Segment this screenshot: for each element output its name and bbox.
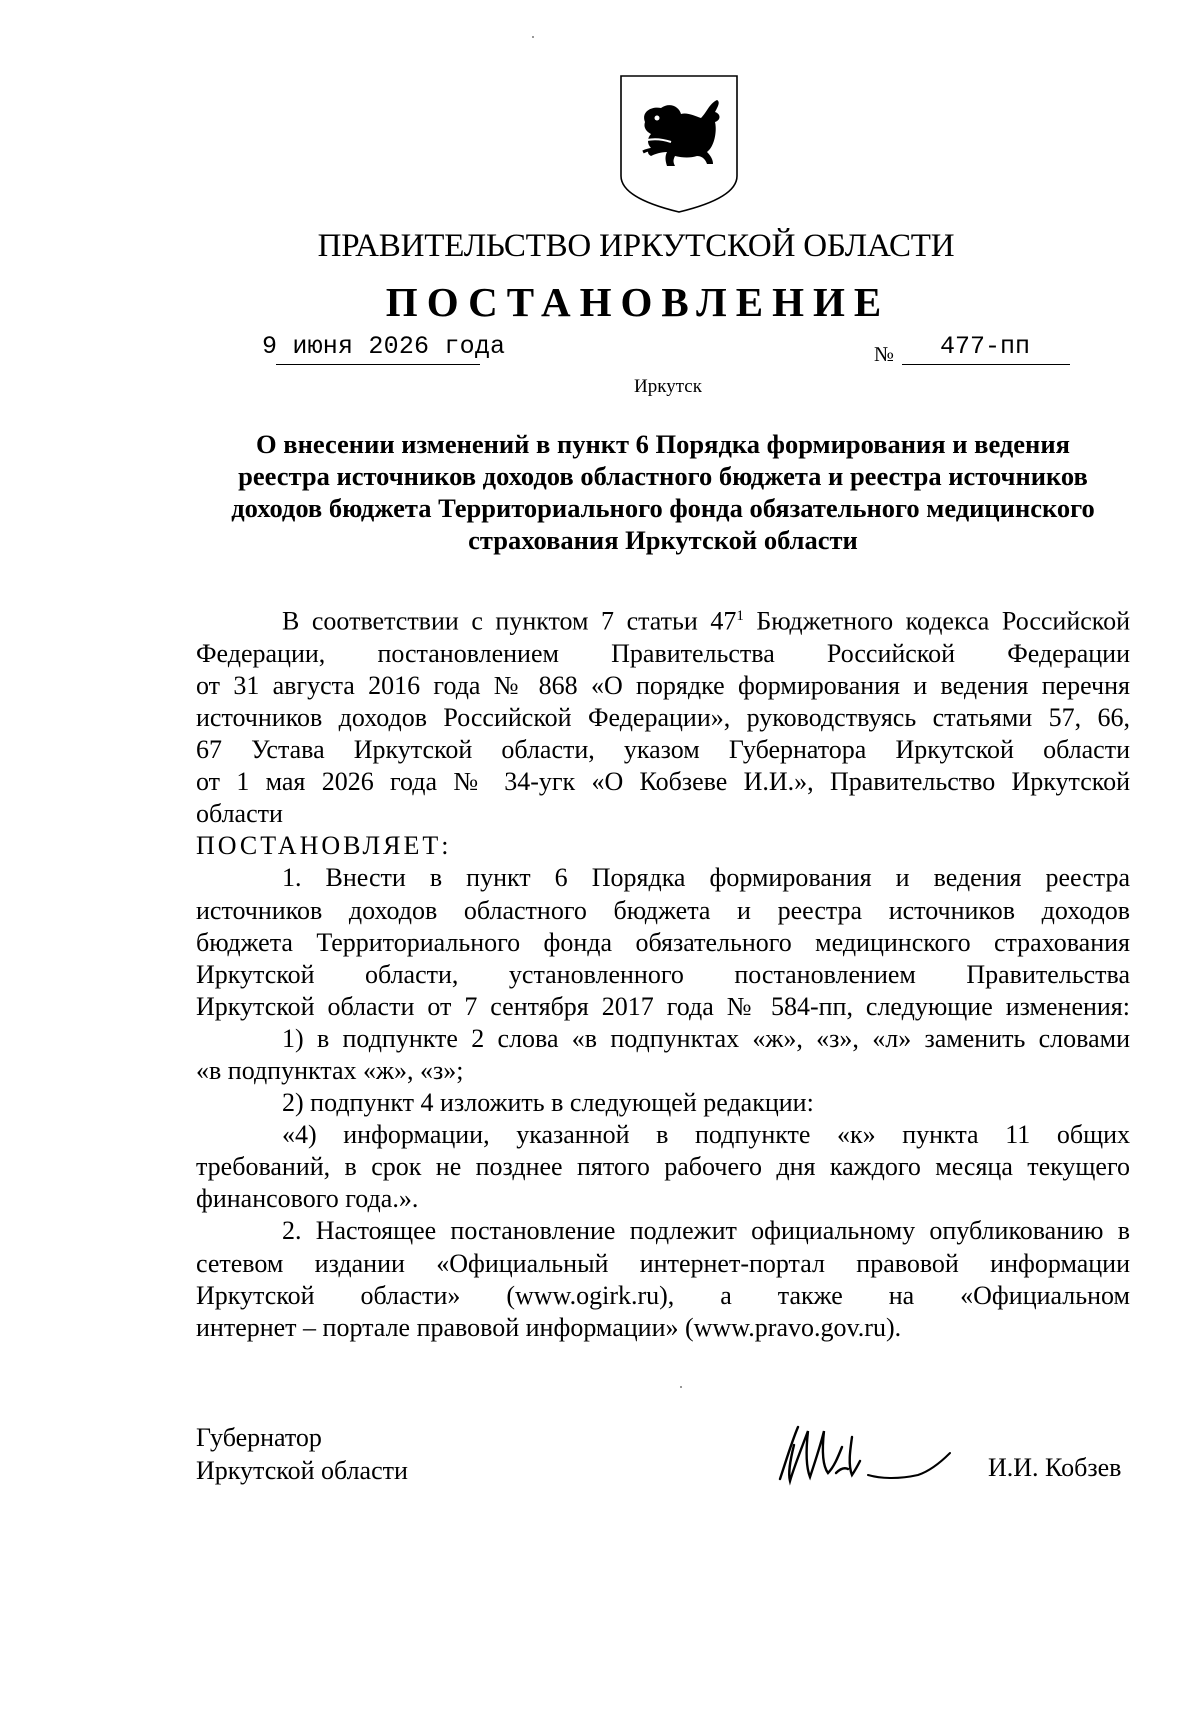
item2-line: Иркутской области» (www.ogirk.ru), а также на «Официальном	[196, 1280, 1130, 1310]
item1-line: Иркутской области, установленного постановлением Правительства	[196, 959, 1130, 989]
document-date: 9 июня 2026 года	[262, 332, 506, 361]
document-number: 477-пп	[940, 332, 1031, 361]
sub2-line: 2) подпункт 4 изложить в следующей редакции:	[282, 1088, 814, 1118]
preamble-line: Федерации, постановлением Правительства Российской Федерации	[196, 638, 1130, 668]
number-underline	[902, 364, 1070, 365]
preamble-text: В соответствии с пунктом 7 статьи 47	[282, 606, 737, 636]
item2-line: 2. Настоящее постановление подлежит официальному опубликованию в	[282, 1216, 1130, 1246]
role-line: Губернатор	[196, 1423, 322, 1452]
item1-line: бюджета Территориального фонда обязательного медицинского страхования	[196, 927, 1130, 957]
preamble-text: Бюджетного кодекса Российской	[756, 606, 1131, 636]
title-line: страхования Иркутской области	[468, 525, 858, 555]
quote-line: требований, в срок не позднее пятого рабочего дня каждого месяца текущего	[196, 1152, 1130, 1182]
coat-of-arms-emblem	[617, 72, 741, 216]
preamble-line: от 1 мая 2026 года № 34-угк «О Кобзеве И.И.», Правительство Иркутской	[196, 767, 1130, 797]
title-line: О внесении изменений в пункт 6 Порядка формирования и ведения	[256, 429, 1070, 459]
item2-line: интернет – портале правовой информации» (www.pravo.gov.ru).	[196, 1312, 902, 1342]
handwritten-signature	[772, 1417, 968, 1489]
sub1-line: «в подпунктах «ж», «з»;	[196, 1055, 464, 1085]
title-line: доходов бюджета Территориального фонда обязательного медицинского	[231, 493, 1095, 523]
quote-line: «4) информации, указанной в подпункте «к» пункта 11 общих	[282, 1120, 1130, 1150]
number-sign: №	[874, 342, 895, 366]
organization-name: ПРАВИТЕЛЬСТВО ИРКУТСКОЙ ОБЛАСТИ	[317, 228, 955, 264]
preamble-line: области	[196, 799, 283, 829]
resolves-heading: ПОСТАНОВЛЯЕТ:	[196, 831, 452, 861]
signatory-role	[196, 1421, 408, 1487]
preamble-line: от 31 августа 2016 года № 868 «О порядке формирования и ведения перечня	[196, 670, 1130, 700]
document-body	[196, 600, 1130, 1344]
signatory-name: И.И. Кобзев	[988, 1453, 1122, 1482]
document-title	[196, 428, 1130, 556]
role-line: Иркутской области	[196, 1456, 408, 1485]
quote-line: финансового года.».	[196, 1184, 419, 1214]
item1-line: источников доходов областного бюджета и реестра источников доходов	[196, 895, 1130, 925]
preamble-line: 67 Устава Иркутской области, указом Губернатора Иркутской области	[196, 735, 1130, 765]
preamble-line	[196, 600, 1130, 638]
document-type: ПОСТАНОВЛЕНИЕ	[385, 279, 891, 325]
scan-speck	[680, 1386, 682, 1388]
article-superscript: 1	[736, 608, 744, 624]
sub1-line: 1) в подпункте 2 слова «в подпунктах «ж», «з», «л» заменить словами	[282, 1023, 1130, 1053]
city: Иркутск	[634, 376, 702, 397]
preamble-line: источников доходов Российской Федерации», руководствуясь статьями 57, 66,	[196, 702, 1130, 732]
item2-line: сетевом издании «Официальный интернет-портал правовой информации	[196, 1248, 1130, 1278]
item1-line: Иркутской области от 7 сентября 2017 года № 584-пп, следующие изменения:	[196, 991, 1130, 1021]
scan-speck	[532, 36, 534, 38]
date-underline	[276, 364, 480, 365]
item1-line: 1. Внести в пункт 6 Порядка формирования и ведения реестра	[282, 863, 1130, 893]
title-line: реестра источников доходов областного бюджета и реестра источников	[238, 461, 1088, 491]
